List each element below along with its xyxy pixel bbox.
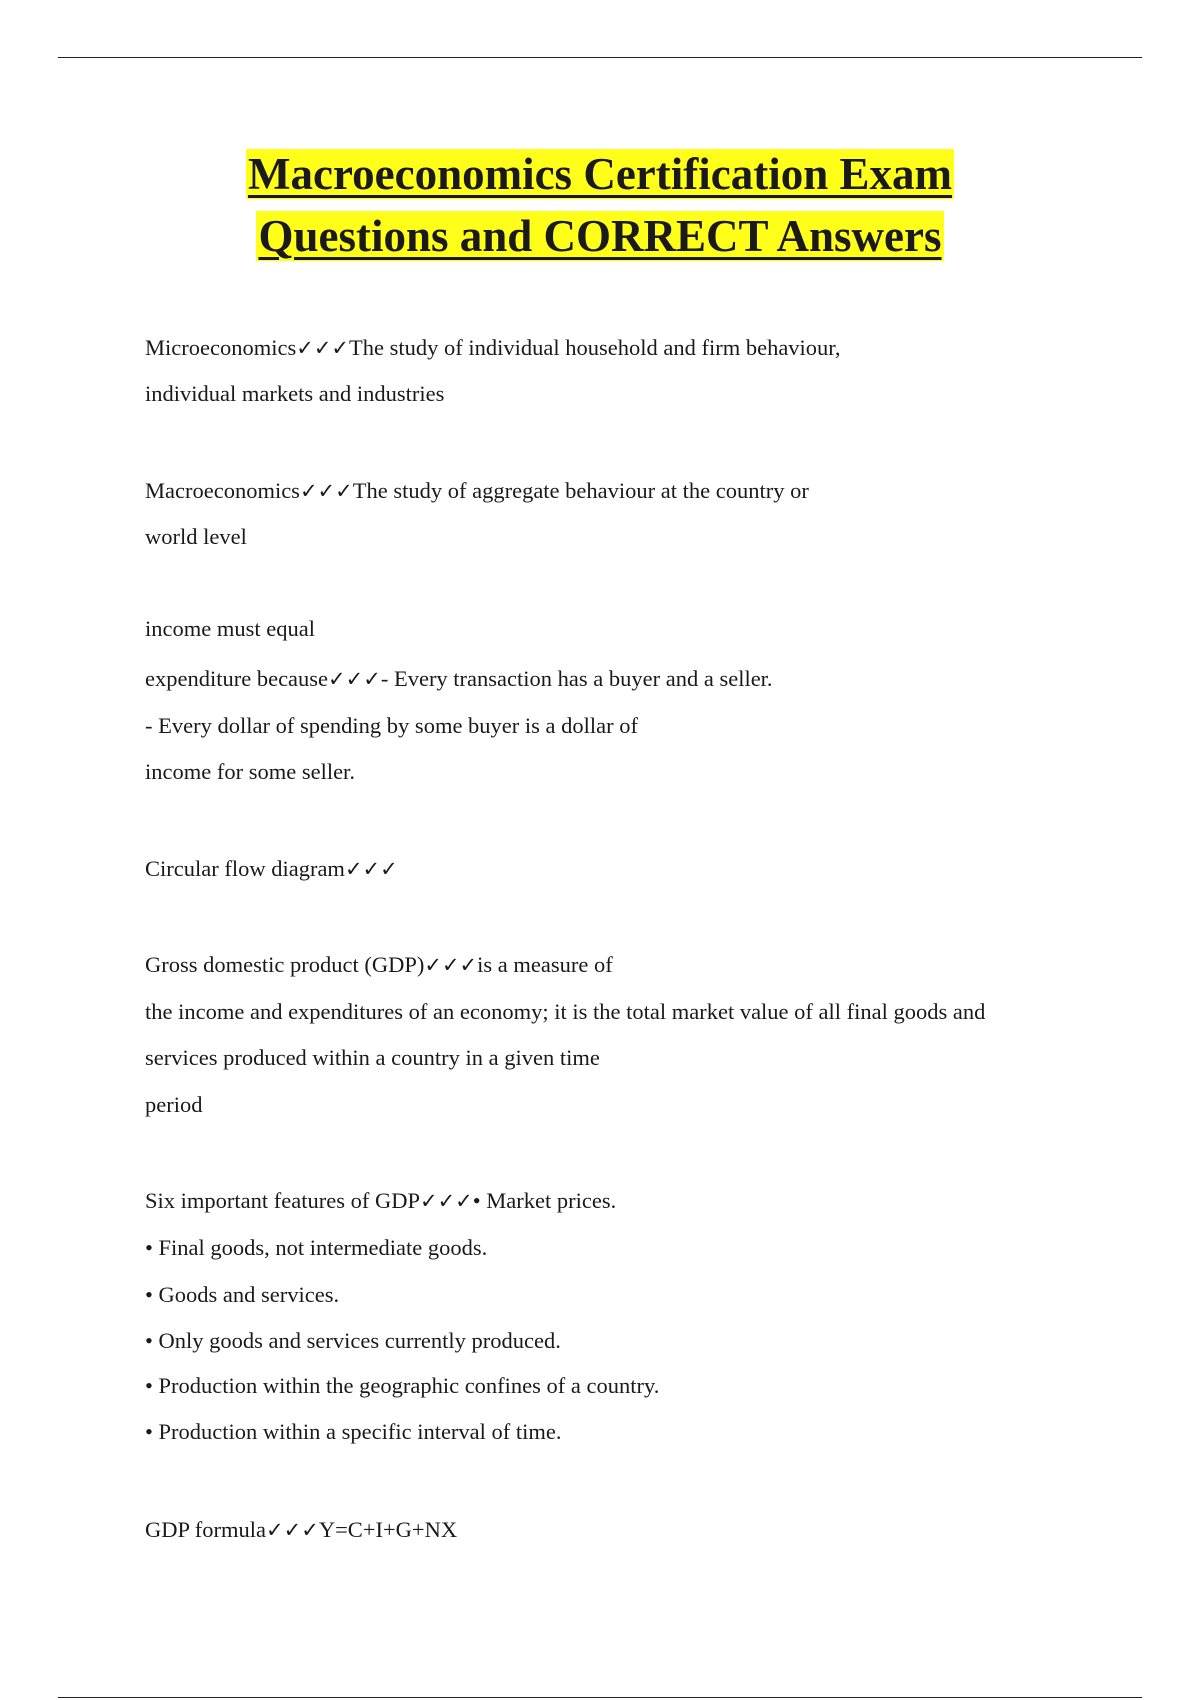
answer: - Every transaction has a buyer and a seller.	[380, 666, 773, 691]
answer-continuation: - Every dollar of spending by some buyer is a dollar of	[145, 713, 639, 738]
bullet-item: • Production within a specific interval of time.	[145, 1419, 562, 1444]
answer-continuation: services produced within a country in a given time	[145, 1045, 600, 1070]
title-line-1: Macroeconomics Certification Exam	[248, 149, 952, 199]
entry-microeconomics	[145, 333, 841, 363]
term: GDP formula	[145, 1517, 267, 1542]
entry-gdp	[145, 950, 613, 980]
answer: Y=C+I+G+NX	[318, 1517, 458, 1542]
term: Macroeconomics	[145, 478, 300, 503]
bullet-item: • Final goods, not intermediate goods.	[145, 1235, 488, 1260]
term: expenditure because	[145, 666, 329, 691]
entry-six-features	[145, 1186, 616, 1216]
answer-continuation: the income and expenditures of an economy; it is the total market value of all final goods and	[145, 999, 986, 1024]
term: Six important features of GDP	[145, 1188, 420, 1213]
term: Microeconomics	[145, 335, 297, 360]
answer-continuation: period	[145, 1092, 203, 1117]
check-marks-icon: ✓✓✓	[299, 479, 353, 503]
term: Circular flow diagram	[145, 856, 345, 881]
answer-continuation: income for some seller.	[145, 759, 355, 784]
page-title	[0, 143, 1200, 267]
check-marks-icon: ✓✓✓	[419, 1189, 473, 1213]
check-marks-icon: ✓✓✓	[296, 336, 350, 360]
bullet-item: • Only goods and services currently produced.	[145, 1328, 561, 1353]
title-line-2: Questions and CORRECT Answers	[258, 211, 942, 261]
answer: The study of individual household and firm behaviour,	[349, 335, 841, 360]
answer: is a measure of	[477, 952, 613, 977]
answer: • Market prices.	[472, 1188, 617, 1213]
answer-continuation: individual markets and industries	[145, 381, 445, 406]
bullet-item: • Production within the geographic confines of a country.	[145, 1373, 660, 1398]
entry-circular-flow	[145, 854, 398, 884]
term: Gross domestic product (GDP)	[145, 952, 425, 977]
bullet-item: • Goods and services.	[145, 1282, 340, 1307]
check-marks-icon: ✓✓✓	[344, 857, 398, 881]
term-line: income must equal	[145, 616, 315, 641]
check-marks-icon: ✓✓✓	[424, 953, 478, 977]
top-rule	[58, 57, 1142, 58]
check-marks-icon: ✓✓✓	[328, 667, 381, 691]
entry-income-equal	[145, 664, 773, 694]
answer: The study of aggregate behaviour at the country or	[352, 478, 809, 503]
answer-continuation: world level	[145, 524, 247, 549]
entry-gdp-formula	[145, 1515, 457, 1545]
check-marks-icon: ✓✓✓	[266, 1518, 319, 1542]
entry-macroeconomics	[145, 476, 809, 506]
bottom-rule	[58, 1697, 1142, 1698]
